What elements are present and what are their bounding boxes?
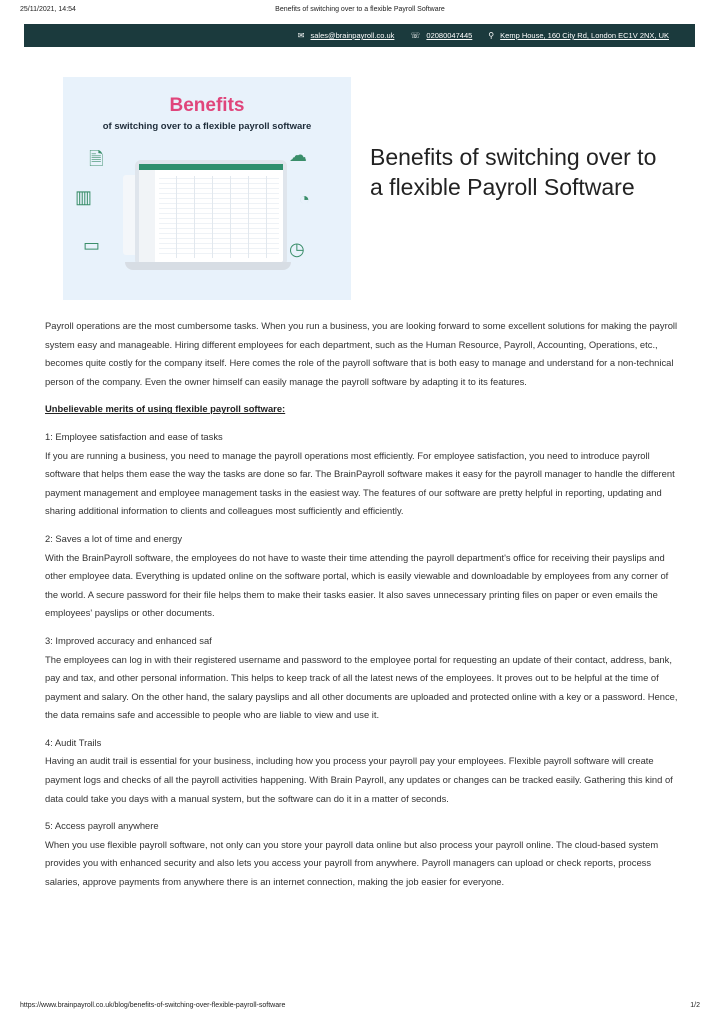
print-footer (20, 1002, 700, 1012)
section-heading: 1: Employee satisfaction and ease of tasks (45, 430, 223, 442)
section-heading: 5: Access payroll anywhere (45, 820, 159, 832)
phone-link[interactable] (410, 31, 472, 40)
print-title: Benefits of switching over to a flexible Payroll Software (275, 6, 445, 13)
print-header (20, 6, 700, 20)
contact-topbar (24, 24, 695, 47)
envelope-icon: ✉ (297, 30, 305, 40)
pie-chart-icon: ◔ (299, 189, 310, 209)
intro-paragraph: Payroll operations are the most cumbersome tasks. When you run a business, you are looking forward to some excellent solutions for making the payroll system easy and manageable. Hiring different employees for each department, such as the Human Resource, Payroll, Accounting, Operations, etc., becomes quite costly for the company itself. Here comes the role of the payroll software that is both easy to manage and understand for a non-technical person of the company. Even the owner himself can easily manage the payroll software by adapting it to its features. (45, 320, 678, 387)
cloud-icon: ☁ (289, 145, 307, 165)
building-icon: ▥ (75, 187, 93, 207)
clock-icon: ◷ (289, 239, 305, 259)
hero-heading: Benefits (169, 95, 245, 116)
monitor-icon: ▭ (83, 235, 101, 255)
article-body (45, 317, 680, 892)
phone-icon: ☏ (410, 30, 421, 40)
section-text: Having an audit trail is essential for your business, including how you process your payroll pay your employees. Flexible payroll software will create payment logs and checks of all the payroll activities happening. With Brain Payroll, any updates or changes can be tracked easily. Gathering this kind of data could take you days with a manual system, but the software can do it in a matter of seconds. (45, 755, 673, 804)
section-heading: 2: Saves a lot of time and energy (45, 532, 183, 544)
section-heading: 3: Improved accuracy and enhanced saf (45, 634, 212, 646)
merits-subheading: Unbelievable merits of using flexible payroll software: (45, 403, 286, 415)
document-icon: 🗎 (89, 149, 104, 169)
article-title: Benefits of switching over to a flexible Payroll Software (370, 144, 657, 200)
hero-image (63, 77, 351, 300)
footer-url: https://www.brainpayroll.co.uk/blog/benefits-of-switching-over-flexible-payroll-software (20, 1002, 286, 1009)
address-link[interactable] (488, 31, 669, 40)
section-text: When you use flexible payroll software, not only can you store your payroll data online but also process your payroll online. The cloud-based system provides you with enhanced security and also lets you access your payroll from anywhere. Payroll managers can upload or check reports, process salaries, approve payments from anywhere there is an internet connection, making the job easier for everyone. (45, 838, 659, 888)
section-text: The employees can log in with their registered username and password to the employee portal for requesting an update of their contact, address, bank, pay and tax, and other personal information. This helps to keep track of all the latest news of the employees. It proves out to be helpful at the time of payment and salary. On the other hand, the salary payslips and all other documents are uploaded and protected online with a key or a password. Hence, the data remains safe and accessible to people who are liable to view and use it. (45, 653, 678, 721)
section-text: With the BrainPayroll software, the employees do not have to waste their time attending the payroll department's office for receiving their payslips and other employee data. Everything is updated online on the software portal, which is easily viewable and downloadable by employees from any corner of the world. A secure password for their file helps them to make their tasks easier. It also saves unnecessary printing files on paper or even emails the employees' payslips or other documents. (45, 551, 669, 619)
print-date: 25/11/2021, 14:54 (20, 6, 76, 13)
laptop-illustration (135, 160, 287, 266)
section-heading: 4: Audit Trails (45, 736, 102, 748)
section-text: If you are running a business, you need to manage the payroll operations most efficiently. For employee satisfaction, you need to introduce payroll software that helps them ease the way the tasks are done so far. The BrainPayroll software makes it easy for the payroll manager to handle the different payment management and employee management tasks in the easiest way. The features of our software are pretty helpful in reporting, updating and sharing additional information to clients and colleagues most sufficiently and efficiently. (45, 449, 675, 517)
email-text[interactable]: sales@brainpayroll.co.uk (310, 31, 395, 40)
phone-text[interactable]: 02080047445 (426, 31, 473, 40)
laptop-base (125, 262, 291, 270)
page-number: 1/2 (690, 1002, 700, 1009)
hero-subheading: of switching over to a flexible payroll software (102, 121, 312, 132)
location-pin-icon: ⚲ (488, 30, 495, 40)
email-link[interactable] (298, 31, 395, 40)
address-text[interactable]: Kemp House, 160 City Rd, London EC1V 2NX, UK (500, 31, 669, 40)
